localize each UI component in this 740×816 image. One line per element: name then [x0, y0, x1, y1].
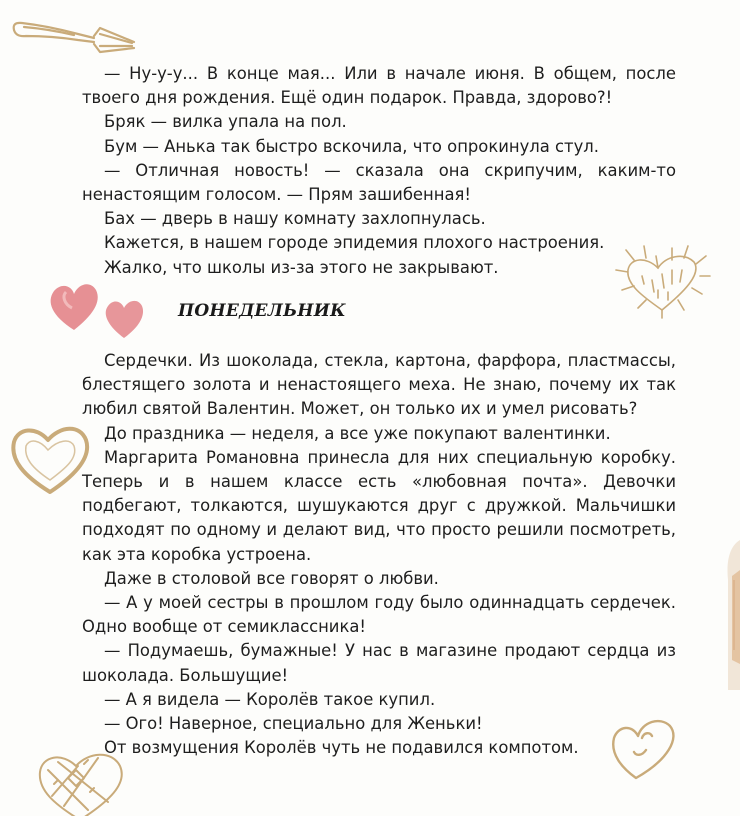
- paragraph: До праздника — неделя, а все уже покупают валентинки.: [104, 423, 611, 443]
- paragraph: Бряк — вилка упала на пол.: [104, 112, 347, 132]
- paragraph: — Ну-у-у... В конце мая... Или в начале июня. В общем, после твоего дня рождения. Ещё один подарок. Правда, здорово?!: [82, 64, 676, 108]
- paragraph: От возмущения Королёв чуть не подавился компотом.: [104, 738, 579, 758]
- chapter-heading: ПОНЕДЕЛЬНИК: [178, 301, 346, 321]
- paragraph: — Ого! Наверное, специально для Женьки!: [104, 714, 483, 734]
- paragraph: Даже в столовой все говорят о любви.: [104, 568, 439, 588]
- paragraph: — Отличная новость! — сказала она скрипучим, каким-то ненастоящим голосом. — Прям зашибенная!: [82, 160, 676, 205]
- watercolor-hearts-icon: [44, 278, 156, 342]
- text-block-top: [82, 62, 676, 280]
- fork-icon: [8, 14, 138, 58]
- paragraph: Маргарита Романовна принесла для них специальную коробку. Теперь и в нашем классе есть «любовная почта». Девочки подбегают, толкаются, шушукаются друг с дружкой. Мальчишки подходят по одному и делают вид, что просто решили посмотреть, как эта коробка устроена.: [82, 447, 676, 564]
- paragraph: Жалко, что школы из-за этого не закрывают.: [104, 257, 499, 277]
- paragraph: Бах — дверь в нашу комнату захлопнулась.: [104, 209, 486, 229]
- paragraph: — А я видела — Королёв такое купил.: [104, 689, 436, 709]
- paragraph: Бум — Анька так быстро вскочила, что опрокинула стул.: [104, 136, 599, 156]
- paragraph: — А у моей сестры в прошлом году было одиннадцать сердечек. Одно вообще от семиклассника!: [82, 593, 676, 637]
- cup-icon: [718, 540, 740, 690]
- paragraph: Кажется, в нашем городе эпидемия плохого настроения.: [104, 233, 605, 253]
- paragraph: Сердечки. Из шоколада, стекла, картона, фарфора, пластмассы, блестящего золота и ненастоящего меха. Не знаю, почему их так любил святой Валентин. Может, он только их и умел рисовать?: [82, 351, 676, 419]
- text-block-bottom: [82, 349, 676, 760]
- paragraph: — Подумаешь, бумажные! У нас в магазине продают сердца из шоколада. Большущие!: [82, 641, 676, 685]
